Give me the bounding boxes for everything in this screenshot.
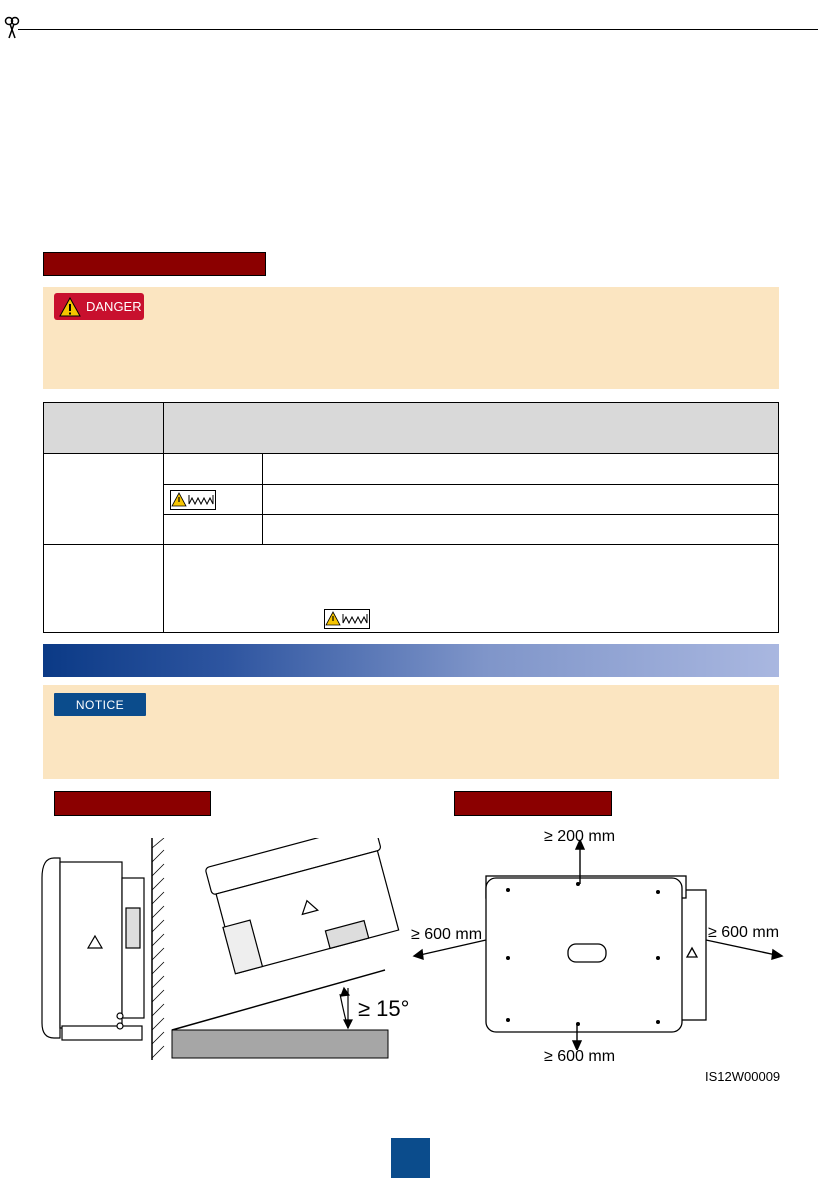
table-cell bbox=[163, 545, 778, 633]
table-header-cell bbox=[44, 403, 164, 454]
table-row bbox=[44, 454, 779, 485]
page-number-block bbox=[391, 1138, 430, 1178]
table-row bbox=[44, 545, 779, 633]
figure-id: IS12W00009 bbox=[705, 1069, 781, 1084]
notice-badge: NOTICE bbox=[54, 693, 146, 716]
angle-arrow bbox=[340, 988, 352, 1028]
notice-callout bbox=[43, 685, 779, 779]
ground-block bbox=[172, 1030, 388, 1058]
label-table bbox=[43, 402, 779, 633]
angle-label: ≥ 15° bbox=[358, 996, 410, 1021]
inverter-tilted bbox=[205, 838, 400, 974]
table-cell bbox=[163, 485, 262, 515]
danger-callout bbox=[43, 287, 779, 389]
burn-warning-label-icon bbox=[324, 609, 370, 629]
figure-title-bar-right bbox=[454, 791, 612, 816]
table-cell bbox=[262, 485, 778, 515]
danger-label: DANGER bbox=[86, 299, 142, 314]
clearance-bottom-label: ≥ 600 mm bbox=[544, 1048, 616, 1065]
section-title-bar-blue bbox=[43, 644, 779, 677]
table-cell bbox=[163, 515, 262, 545]
warning-triangle-icon bbox=[59, 297, 81, 317]
inverter-front-view bbox=[486, 876, 706, 1032]
table-cell bbox=[163, 454, 262, 485]
table-cell bbox=[44, 545, 164, 633]
table-header-row bbox=[44, 403, 779, 454]
clearance-right-label: ≥ 600 mm bbox=[708, 924, 780, 941]
clearance-top-label: ≥ 200 mm bbox=[544, 828, 616, 845]
clearance-figure bbox=[410, 840, 790, 1050]
section-title-bar-danger bbox=[43, 252, 266, 276]
scissors-icon bbox=[4, 16, 20, 40]
table-cell bbox=[44, 454, 164, 545]
table-cell bbox=[262, 515, 778, 545]
table-header-cell bbox=[163, 403, 778, 454]
wall bbox=[152, 838, 164, 1060]
slope-line bbox=[172, 970, 385, 1030]
inverter-side-view bbox=[42, 858, 144, 1040]
burn-warning-label-icon bbox=[170, 490, 216, 510]
cut-line bbox=[18, 29, 818, 30]
figure-title-bar-left bbox=[54, 791, 211, 816]
clearance-left-label: ≥ 600 mm bbox=[411, 926, 483, 943]
installation-angle-figure bbox=[40, 838, 400, 1060]
table-cell bbox=[262, 454, 778, 485]
danger-badge bbox=[54, 293, 144, 320]
